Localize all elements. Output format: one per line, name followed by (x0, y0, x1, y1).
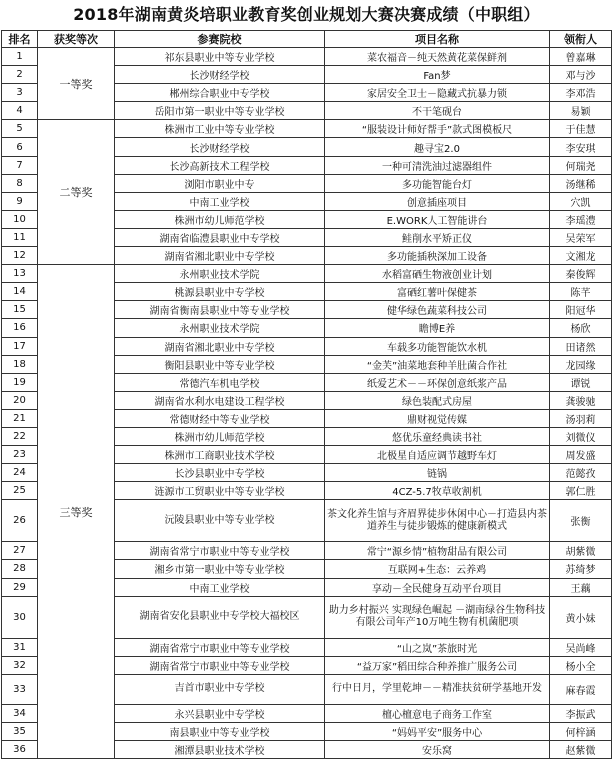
school-cell: 湖南省湘北职业中专学校 (115, 247, 325, 265)
school-cell: 湖南省常宁市职业中等专业学校 (115, 656, 325, 674)
leader-cell: 李振武 (550, 704, 612, 722)
school-cell: 永州职业技术学院 (115, 265, 325, 283)
rank-cell: 32 (2, 656, 38, 674)
school-cell: 常德汽车机电学校 (115, 373, 325, 391)
project-cell: 互联网+生态：云养鸡 (325, 560, 550, 578)
leader-cell: 龙园缘 (550, 355, 612, 373)
leader-cell: 汤羽莉 (550, 409, 612, 427)
leader-cell: 邓与沙 (550, 66, 612, 84)
rank-cell: 10 (2, 210, 38, 228)
school-cell: 湖南省常宁市职业中等专业学校 (115, 638, 325, 656)
leader-cell: 苏绮梦 (550, 560, 612, 578)
prize-first-cell: 一等奖 (38, 48, 115, 120)
project-cell: 常宁“源乡情”植物甜品有限公司 (325, 542, 550, 560)
rank-cell: 36 (2, 741, 38, 759)
school-cell: 株洲市工业中等专业学校 (115, 120, 325, 138)
project-cell: 健华绿色蔬菜科技公司 (325, 301, 550, 319)
rank-cell: 24 (2, 464, 38, 482)
header-leader: 领衔人 (550, 31, 612, 48)
school-cell: 湖南省湘北职业中专学校 (115, 337, 325, 355)
project-cell: “金芙”油菜地套种羊肚菌合作社 (325, 355, 550, 373)
school-cell: 湘乡市第一职业中等专业学校 (115, 560, 325, 578)
rank-cell: 2 (2, 66, 38, 84)
leader-cell: 于佳慧 (550, 120, 612, 138)
school-cell: 永州职业技术学院 (115, 319, 325, 337)
table-row (2, 48, 612, 66)
project-cell: 瞻博E养 (325, 319, 550, 337)
table-row (2, 120, 612, 138)
project-cell: 享动－全民健身互动平台项目 (325, 578, 550, 596)
header-school: 参赛院校 (115, 31, 325, 48)
school-cell: 祁东县职业中等专业学校 (115, 48, 325, 66)
school-cell: 吉首市职业中专学校 (115, 674, 325, 704)
leader-cell: 易颖 (550, 102, 612, 120)
school-cell: 湘潭县职业技术学校 (115, 741, 325, 759)
leader-cell: 范懿孜 (550, 464, 612, 482)
project-cell: 纸爱艺术－－环保创意纸浆产品 (325, 373, 550, 391)
header-prize: 获奖等次 (38, 31, 115, 48)
school-cell: 涟源市工贸职业中等专业学校 (115, 482, 325, 500)
rank-cell: 12 (2, 247, 38, 265)
school-cell: 中南工业学校 (115, 578, 325, 596)
rank-cell: 20 (2, 391, 38, 409)
leader-cell: 郭仁胜 (550, 482, 612, 500)
rank-cell: 16 (2, 319, 38, 337)
leader-cell: 穴凯 (550, 192, 612, 210)
school-cell: 常德财经中等专业学校 (115, 409, 325, 427)
rank-cell: 21 (2, 409, 38, 427)
leader-cell: 张衡 (550, 500, 612, 542)
leader-cell: 秦俊辉 (550, 265, 612, 283)
school-cell: 湖南省临澧县职业中专学校 (115, 228, 325, 246)
rank-cell: 4 (2, 102, 38, 120)
school-cell: 沅陵县职业中等专业学校 (115, 500, 325, 542)
rank-cell: 35 (2, 722, 38, 740)
school-cell: 湖南省衡南县职业中等专业学校 (115, 301, 325, 319)
rank-cell: 6 (2, 138, 38, 156)
header-row (2, 31, 612, 48)
rank-cell: 17 (2, 337, 38, 355)
project-cell: 檀心檀意电子商务工作室 (325, 704, 550, 722)
project-cell: “服装设计师好帮手”款式图模板尺 (325, 120, 550, 138)
rank-cell: 22 (2, 427, 38, 445)
school-cell: 南县职业中等专业学校 (115, 722, 325, 740)
project-cell: 鲑削水平矫正仪 (325, 228, 550, 246)
school-cell: 长沙财经学校 (115, 66, 325, 84)
table-row (2, 265, 612, 283)
leader-cell: 陈芊 (550, 283, 612, 301)
school-cell: 永兴县职业中专学校 (115, 704, 325, 722)
leader-cell: 吴尚峰 (550, 638, 612, 656)
project-cell: 家居安全卫士－隐藏式抗暴力锁 (325, 84, 550, 102)
project-cell: 安乐窝 (325, 741, 550, 759)
project-cell: 茶文化养生馆与齐眉界徒步休闲中心－打造县内茶道养生与徒步锻炼的健康新模式 (325, 500, 550, 542)
leader-cell: 杨欣 (550, 319, 612, 337)
school-cell: 湖南省水利水电建设工程学校 (115, 391, 325, 409)
school-cell: 中南工业学校 (115, 192, 325, 210)
rank-cell: 3 (2, 84, 38, 102)
school-cell: 株洲市幼儿师范学校 (115, 210, 325, 228)
leader-cell: 黄小妹 (550, 596, 612, 638)
project-cell: 创意插座项目 (325, 192, 550, 210)
rank-cell: 1 (2, 48, 38, 66)
rank-cell: 34 (2, 704, 38, 722)
rank-cell: 7 (2, 156, 38, 174)
project-cell: 链锅 (325, 464, 550, 482)
project-cell: 水稻富硒生物液创业计划 (325, 265, 550, 283)
rank-cell: 9 (2, 192, 38, 210)
project-cell: “山之岚”茶旅时光 (325, 638, 550, 656)
rank-cell: 26 (2, 500, 38, 542)
rank-cell: 30 (2, 596, 38, 638)
project-cell: 北极星自适应调节越野车灯 (325, 446, 550, 464)
leader-cell: 刘微仪 (550, 427, 612, 445)
leader-cell: 曾嘉琳 (550, 48, 612, 66)
project-cell: Fan梦 (325, 66, 550, 84)
leader-cell: 李邓浩 (550, 84, 612, 102)
leader-cell: 谭锐 (550, 373, 612, 391)
rank-cell: 18 (2, 355, 38, 373)
project-cell: 多功能智能台灯 (325, 174, 550, 192)
prize-second-cell: 二等奖 (38, 120, 115, 265)
leader-cell: 田诸然 (550, 337, 612, 355)
project-cell: 菜农福音－纯天然黄花菜保鲜剂 (325, 48, 550, 66)
school-cell: 浏阳市职业中专 (115, 174, 325, 192)
school-cell: 郴州综合职业中专学校 (115, 84, 325, 102)
rank-cell: 27 (2, 542, 38, 560)
header-rank: 排名 (2, 31, 38, 48)
rank-cell: 31 (2, 638, 38, 656)
project-cell: 悠优乐童经典读书社 (325, 427, 550, 445)
leader-cell: 吴荣军 (550, 228, 612, 246)
leader-cell: 何梓涵 (550, 722, 612, 740)
leader-cell: 杨小全 (550, 656, 612, 674)
leader-cell: 李安琪 (550, 138, 612, 156)
school-cell: 长沙县职业中专学校 (115, 464, 325, 482)
project-cell: 助力乡村振兴 实现绿色崛起 －湖南绿谷生物科技有限公司年产10万吨生物有机菌肥项 (325, 596, 550, 638)
project-cell: “益万家”稻田综合种养推广服务公司 (325, 656, 550, 674)
results-table (1, 30, 612, 759)
project-cell: E.WORK人工智能讲台 (325, 210, 550, 228)
project-cell: 车载多功能智能饮水机 (325, 337, 550, 355)
project-cell: 多功能插秧深加工设备 (325, 247, 550, 265)
rank-cell: 11 (2, 228, 38, 246)
leader-cell: 何瑞尧 (550, 156, 612, 174)
school-cell: 桃源县职业中专学校 (115, 283, 325, 301)
leader-cell: 阳冠华 (550, 301, 612, 319)
school-cell: 株洲市工商职业技术学校 (115, 446, 325, 464)
rank-cell: 14 (2, 283, 38, 301)
project-cell: 不干笔砚台 (325, 102, 550, 120)
leader-cell: 龚骏驰 (550, 391, 612, 409)
header-project: 项目名称 (325, 31, 550, 48)
leader-cell: 麻春霞 (550, 674, 612, 704)
rank-cell: 19 (2, 373, 38, 391)
school-cell: 长沙高新技术工程学校 (115, 156, 325, 174)
project-cell: 4CZ-5.7牧草收割机 (325, 482, 550, 500)
rank-cell: 23 (2, 446, 38, 464)
leader-cell: 文湘龙 (550, 247, 612, 265)
school-cell: 湖南省安化县职业中专学校大福校区 (115, 596, 325, 638)
school-cell: 衡阳县职业中等专业学校 (115, 355, 325, 373)
leader-cell: 周发盛 (550, 446, 612, 464)
rank-cell: 5 (2, 120, 38, 138)
project-cell: 绿色装配式房屋 (325, 391, 550, 409)
project-cell: “妈妈平安”服务中心 (325, 722, 550, 740)
rank-cell: 15 (2, 301, 38, 319)
page-title: 2018年湖南黄炎培职业教育奖创业规划大赛决赛成绩（中职组） (73, 5, 540, 24)
rank-cell: 28 (2, 560, 38, 578)
project-cell: 一种可清洗油过滤器组件 (325, 156, 550, 174)
school-cell: 岳阳市第一职业中等专业学校 (115, 102, 325, 120)
project-cell: 鼎财视觉传媒 (325, 409, 550, 427)
project-cell: 行中日月，学里乾坤－－精准扶贫研学基地开发 (325, 674, 550, 704)
leader-cell: 李瑶澧 (550, 210, 612, 228)
school-cell: 株洲市幼儿师范学校 (115, 427, 325, 445)
project-cell: 富硒红薯叶保健茶 (325, 283, 550, 301)
leader-cell: 王藕 (550, 578, 612, 596)
school-cell: 湖南省常宁市职业中等专业学校 (115, 542, 325, 560)
rank-cell: 8 (2, 174, 38, 192)
rank-cell: 13 (2, 265, 38, 283)
leader-cell: 汤继稀 (550, 174, 612, 192)
school-cell: 长沙财经学校 (115, 138, 325, 156)
rank-cell: 33 (2, 674, 38, 704)
prize-third-cell: 三等奖 (38, 265, 115, 759)
project-cell: 趣寻宝2.0 (325, 138, 550, 156)
rank-cell: 29 (2, 578, 38, 596)
rank-cell: 25 (2, 482, 38, 500)
leader-cell: 胡紫微 (550, 542, 612, 560)
leader-cell: 赵紫微 (550, 741, 612, 759)
